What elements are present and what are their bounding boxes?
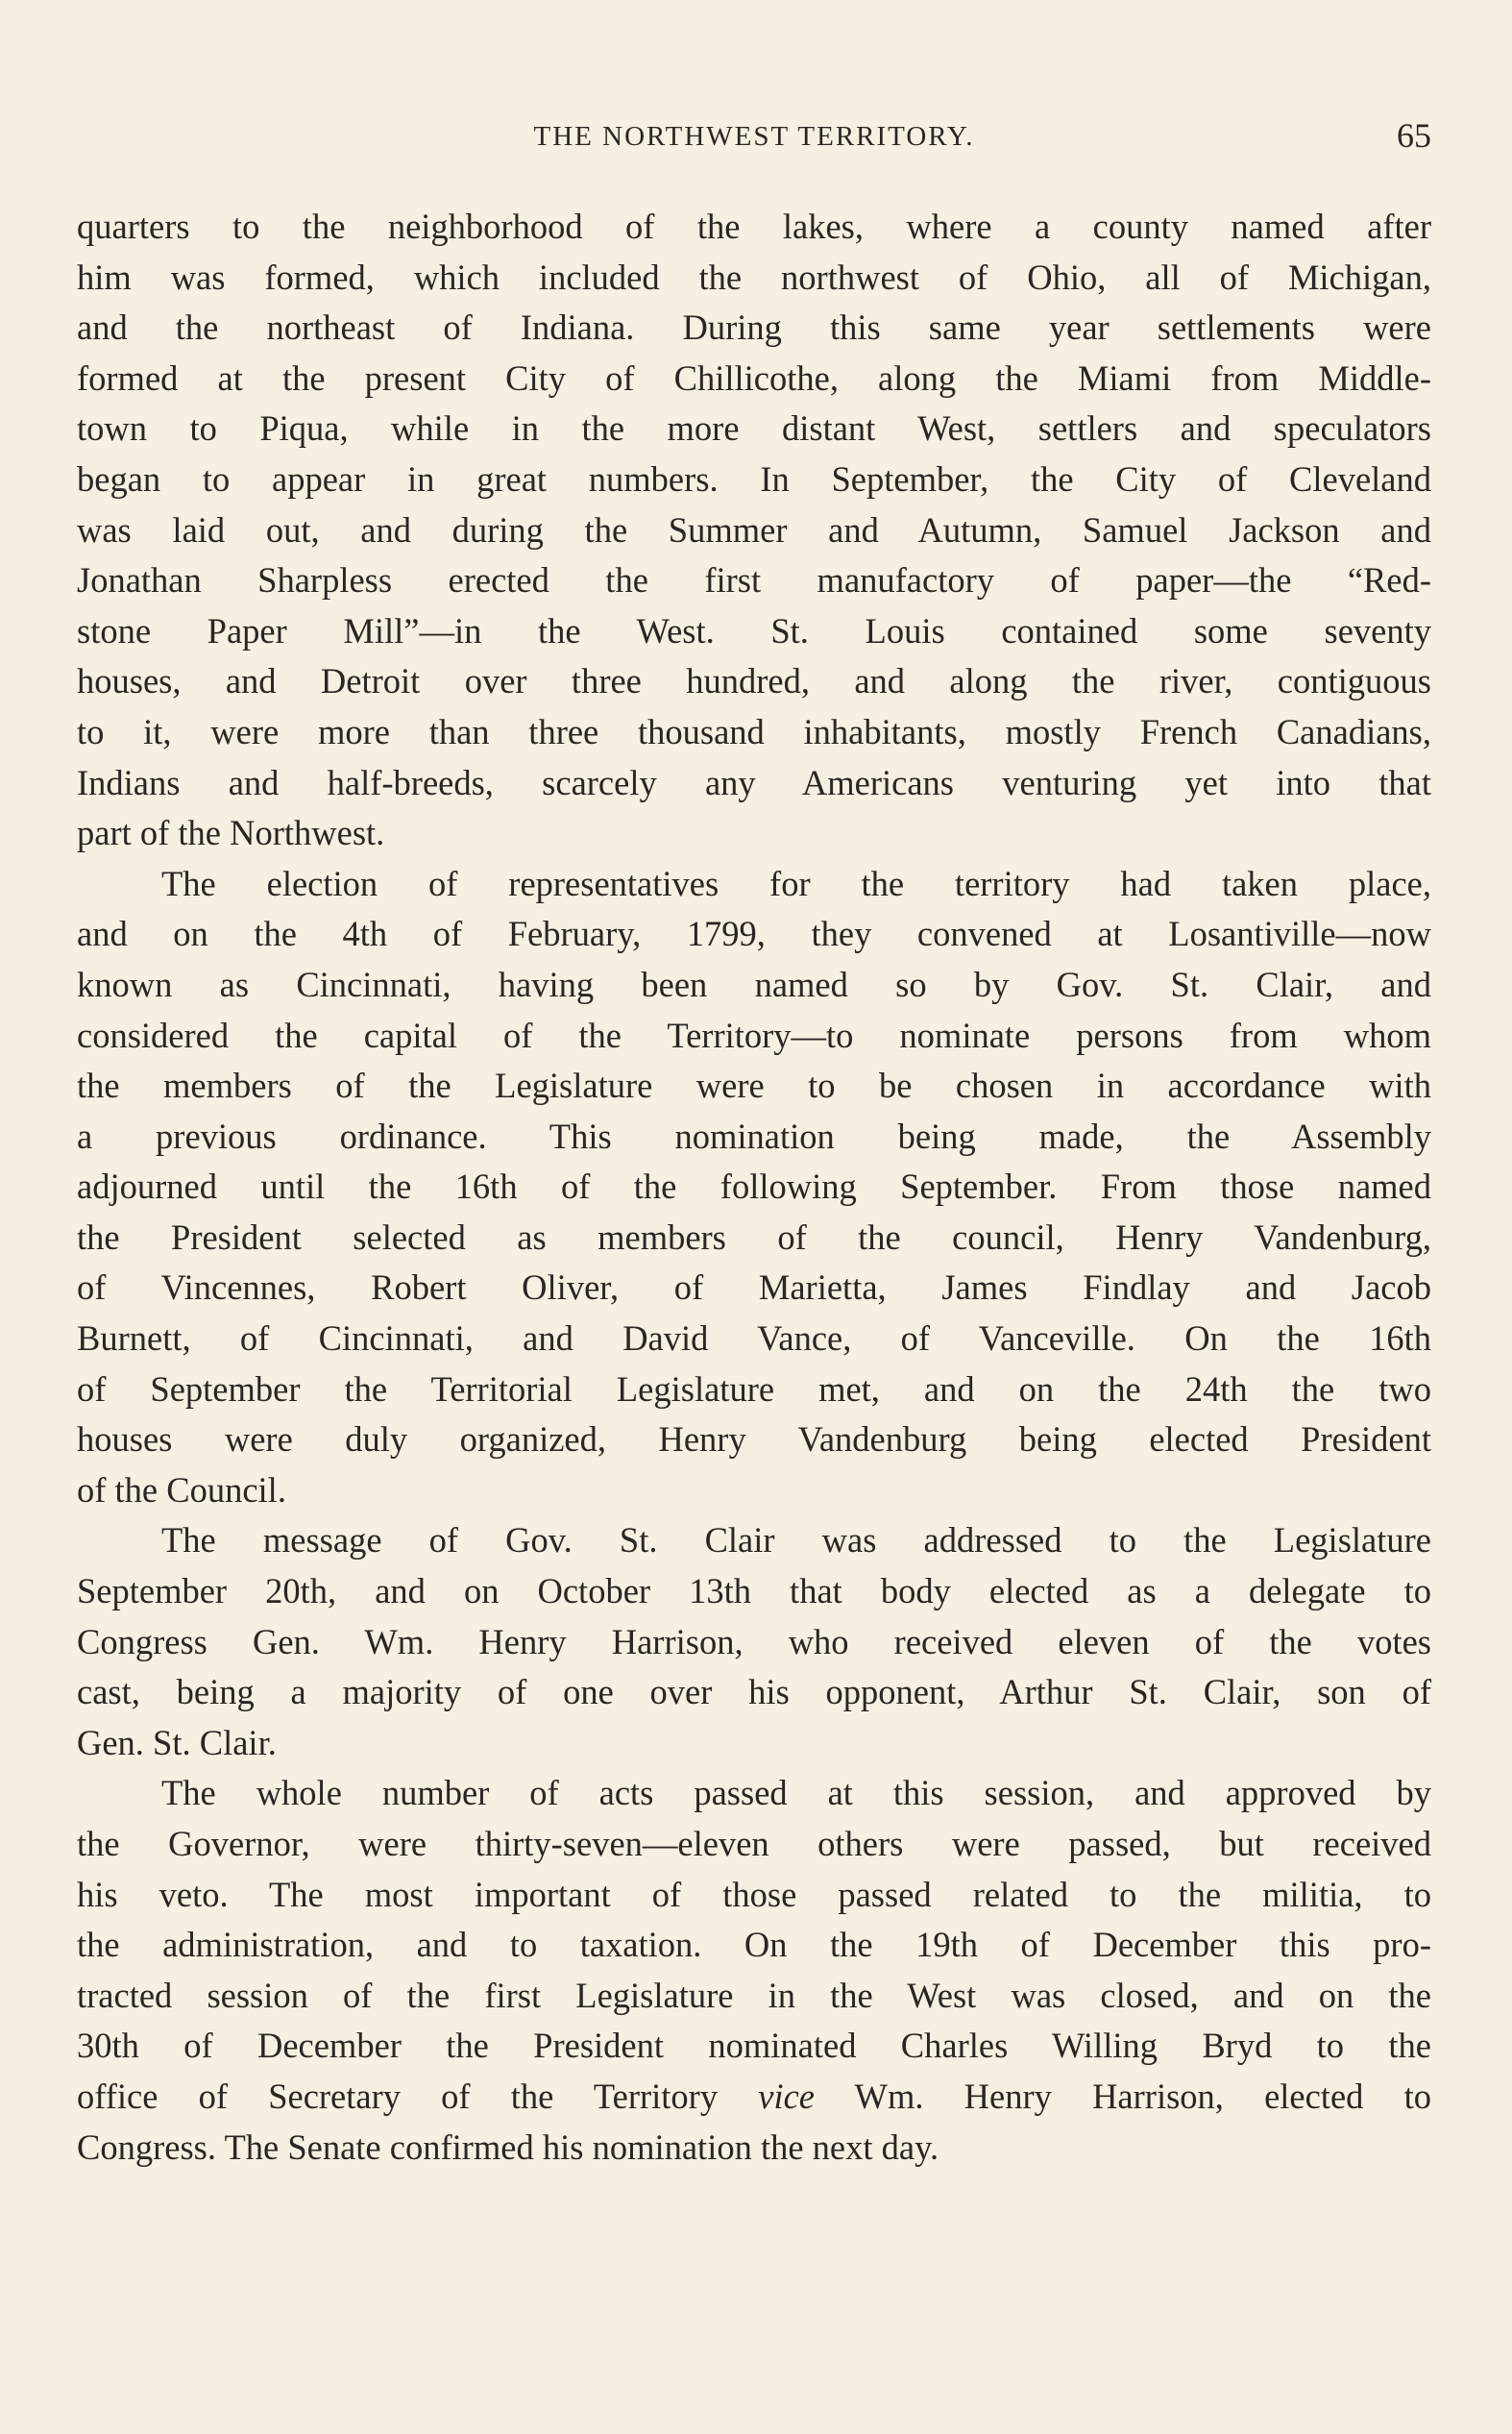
text-line: town to Piqua, while in the more distant West, settlers and speculators — [77, 408, 1431, 449]
text-line: known as Cincinnati, having been named so by Gov. St. Clair, and — [77, 964, 1431, 1004]
text-line: Gen. St. Clair. — [77, 1722, 277, 1762]
text-line: Indians and half-breeds, scarcely any Americans venturing yet into that — [77, 762, 1431, 802]
text-line: the President selected as members of the council, Henry Vandenburg, — [77, 1217, 1431, 1257]
text-line: of September the Territorial Legislature met, and on the 24th the two — [77, 1368, 1431, 1409]
text-line: quarters to the neighborhood of the lakes, where a county named after — [77, 207, 1431, 246]
text-line: the administration, and to taxation. On the 19th of December this pro- — [77, 1925, 1431, 1965]
text-line: of Vincennes, Robert Oliver, of Marietta, James Findlay and Jacob — [77, 1267, 1431, 1308]
text-line: Burnett, of Cincinnati, and David Vance, of Vanceville. On the 16th — [77, 1318, 1431, 1359]
text-line: stone Paper Mill”—in the West. St. Louis contained some seventy — [77, 610, 1431, 651]
text-line: houses, and Detroit over three hundred, and along the river, contiguous — [77, 661, 1431, 701]
text-line: the members of the Legislature were to be chosen in accordance with — [77, 1066, 1431, 1106]
text-line: September 20th, and on October 13th that body elected as a delegate to — [77, 1571, 1431, 1611]
page-header — [77, 113, 1431, 161]
text-line: The election of representatives for the territory had taken place, — [161, 863, 1431, 903]
text-line: part of the Northwest. — [77, 813, 385, 853]
text-line: The message of Gov. St. Clair was addressed to the Legislature — [161, 1520, 1431, 1561]
text-line: of the Council. — [77, 1469, 286, 1510]
running-title: THE NORTHWEST TERRITORY. — [533, 121, 975, 152]
text-line: cast, being a majority of one over his opponent, Arthur St. Clair, son of — [77, 1672, 1431, 1712]
text-line: Congress. The Senate confirmed his nomination the next day. — [77, 2127, 939, 2167]
text-line: was laid out, and during the Summer and Autumn, Samuel Jackson and — [77, 509, 1431, 550]
text-line: considered the capital of the Territory—to nominate persons from whom — [77, 1015, 1431, 1055]
text-line: Jonathan Sharpless erected the first manufactory of paper—the “Red- — [77, 560, 1431, 601]
text-line: adjourned until the 16th of the following September. From those named — [77, 1167, 1431, 1207]
text-line: houses were duly organized, Henry Vandenburg being elected President — [77, 1419, 1431, 1460]
text-line: and on the 4th of February, 1799, they convened at Losantiville—now — [77, 914, 1431, 954]
page-number: 65 — [1397, 116, 1431, 155]
body-text — [77, 202, 1431, 2173]
text-line: formed at the present City of Chillicothe, along the Miami from Middle- — [77, 357, 1431, 398]
text-line: him was formed, which included the northwest of Ohio, all of Michigan, — [77, 257, 1431, 297]
text-line: and the northeast of Indiana. During this same year settlements were — [77, 307, 1431, 348]
text-line: to it, were more than three thousand inhabitants, mostly French Canadians, — [77, 711, 1431, 751]
text-line: his veto. The most important of those passed related to the militia, to — [77, 1874, 1431, 1914]
text-line: Congress Gen. Wm. Henry Harrison, who received eleven of the votes — [77, 1621, 1431, 1661]
text-line: 30th of December the President nominated Charles Willing Bryd to the — [77, 2026, 1431, 2066]
text-line: office of Secretary of the Territory vice Wm. Henry Harrison, elected to — [77, 2076, 1431, 2116]
text-line: tracted session of the first Legislature in the West was closed, and on the — [77, 1975, 1431, 2015]
text-line: began to appear in great numbers. In September, the City of Cleveland — [77, 458, 1431, 499]
text-line: the Governor, were thirty-seven—eleven others were passed, but received — [77, 1824, 1431, 1863]
text-line: The whole number of acts passed at this session, and approved by — [161, 1773, 1431, 1813]
text-line: a previous ordinance. This nomination being made, the Assembly — [77, 1116, 1431, 1156]
